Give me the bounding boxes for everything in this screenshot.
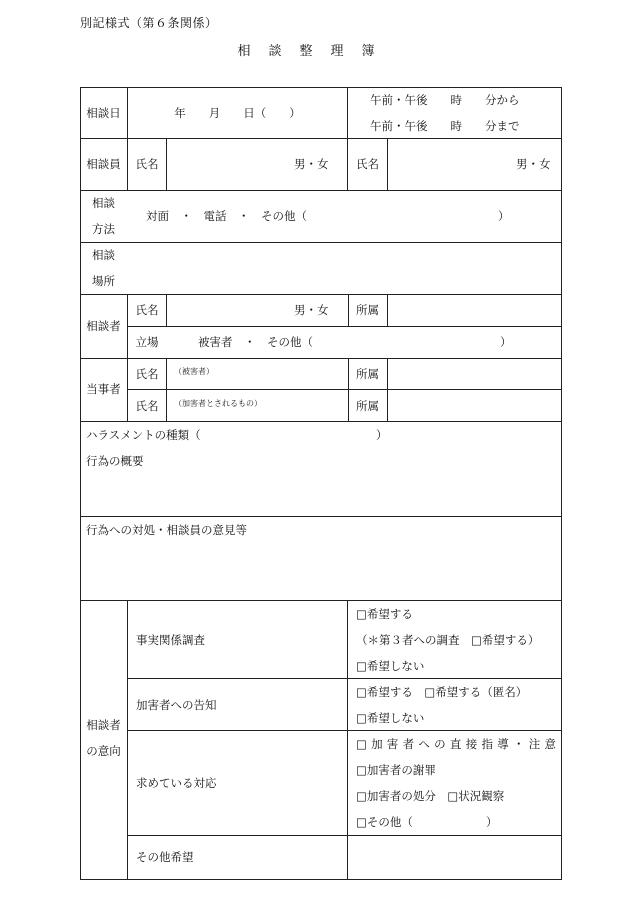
desired-opt-discipline[interactable]: □加害者の処分 □状況観察 [356, 789, 505, 803]
time-from-field[interactable]: 午前・午後 時 分から [370, 93, 520, 107]
method-label-1: 相談 [92, 196, 115, 210]
harassment-type-close: ） [376, 428, 388, 442]
col-line [387, 358, 388, 421]
consultation-form-table [80, 87, 562, 880]
col-line [347, 87, 348, 190]
date-field[interactable]: 年 月 日（ ） [174, 106, 301, 120]
consulter-position-options[interactable]: 被害者 ・ その他（ [198, 335, 313, 349]
investigation-label: 事実関係調査 [136, 633, 205, 647]
row-line [80, 600, 562, 601]
counselor-name2-label: 氏名 [356, 157, 379, 171]
consulter-gender[interactable]: 男・女 [294, 303, 329, 317]
parties-note-accused: （加害者とされるもの） [174, 399, 262, 408]
desired-opt-direct-guidance[interactable]: □加害者への直接指導・注意 [356, 737, 556, 751]
col-line [387, 138, 388, 190]
counselor-gender2[interactable]: 男・女 [516, 157, 551, 171]
parties-label: 当事者 [86, 382, 121, 396]
col-line [347, 600, 348, 879]
consulter-position-close: ） [500, 335, 512, 349]
date-label: 相談日 [86, 106, 121, 120]
page-title: 相談整理簿 [237, 44, 393, 59]
time-to-field[interactable]: 午前・午後 時 分まで [370, 119, 520, 133]
parties-affiliation-label-1: 所属 [356, 367, 379, 381]
notify-opt-no[interactable]: □希望しない [356, 711, 425, 725]
investigation-opt-yes[interactable]: □希望する [356, 607, 413, 621]
parties-name-label-2: 氏名 [135, 399, 159, 413]
place-label-1: 相談 [92, 248, 115, 262]
method-close: ） [498, 209, 510, 223]
parties-affiliation-label-2: 所属 [356, 399, 379, 413]
table-border-top [80, 87, 562, 88]
col-line [166, 294, 167, 326]
consulter-position-label: 立場 [135, 335, 159, 349]
desired-opt-other-close: ） [486, 815, 498, 829]
col-line [127, 600, 128, 879]
investigation-opt-no[interactable]: □希望しない [356, 659, 425, 673]
col-line [166, 138, 167, 190]
notify-opt-yes[interactable]: □希望する □希望する（匿名） [356, 685, 528, 699]
table-border-bottom [80, 879, 562, 880]
intent-label-1: 相談者 [86, 718, 121, 732]
other-request-label: その他希望 [136, 850, 194, 864]
counselor-label: 相談員 [86, 157, 121, 171]
harassment-type-label: ハラスメントの種類（ [86, 428, 201, 442]
consulter-name-label: 氏名 [135, 303, 159, 317]
col-line [166, 358, 167, 421]
row-line [80, 138, 562, 139]
row-line [80, 516, 562, 517]
col-line [387, 294, 388, 326]
investigation-opt-third-party[interactable]: （＊第３者への調査 □希望する） [356, 633, 540, 647]
method-options[interactable]: 対面 ・ 電話 ・ その他（ [146, 209, 307, 223]
response-label: 行為への対処・相談員の意見等 [86, 523, 247, 537]
row-line [127, 326, 562, 327]
form-id: 別記様式（第６条関係） [80, 16, 218, 30]
desired-label: 求めている対応 [136, 776, 217, 790]
intent-label-2: の意向 [86, 744, 121, 758]
place-label-2: 場所 [92, 274, 115, 288]
counselor-gender1[interactable]: 男・女 [294, 157, 329, 171]
desired-opt-other[interactable]: □その他（ [356, 815, 413, 829]
counselor-name1-label: 氏名 [135, 157, 159, 171]
col-line [127, 87, 128, 190]
parties-name-label-1: 氏名 [135, 367, 159, 381]
consulter-affiliation-label: 所属 [356, 303, 379, 317]
row-line [80, 190, 562, 191]
consulter-label: 相談者 [86, 319, 121, 333]
row-line [80, 242, 562, 243]
table-border-right [561, 87, 562, 880]
row-line [127, 835, 562, 836]
row-line [127, 678, 562, 679]
harassment-summary-label: 行為の概要 [86, 454, 144, 468]
method-label-2: 方法 [92, 222, 115, 236]
desired-opt-apology[interactable]: □加害者の謝罪 [356, 763, 436, 777]
row-line [80, 358, 562, 359]
notify-label: 加害者への告知 [136, 698, 217, 712]
row-line [127, 389, 562, 390]
row-line [80, 294, 562, 295]
row-line [127, 730, 562, 731]
row-line [80, 421, 562, 422]
parties-note-victim: （被害者） [174, 367, 214, 376]
